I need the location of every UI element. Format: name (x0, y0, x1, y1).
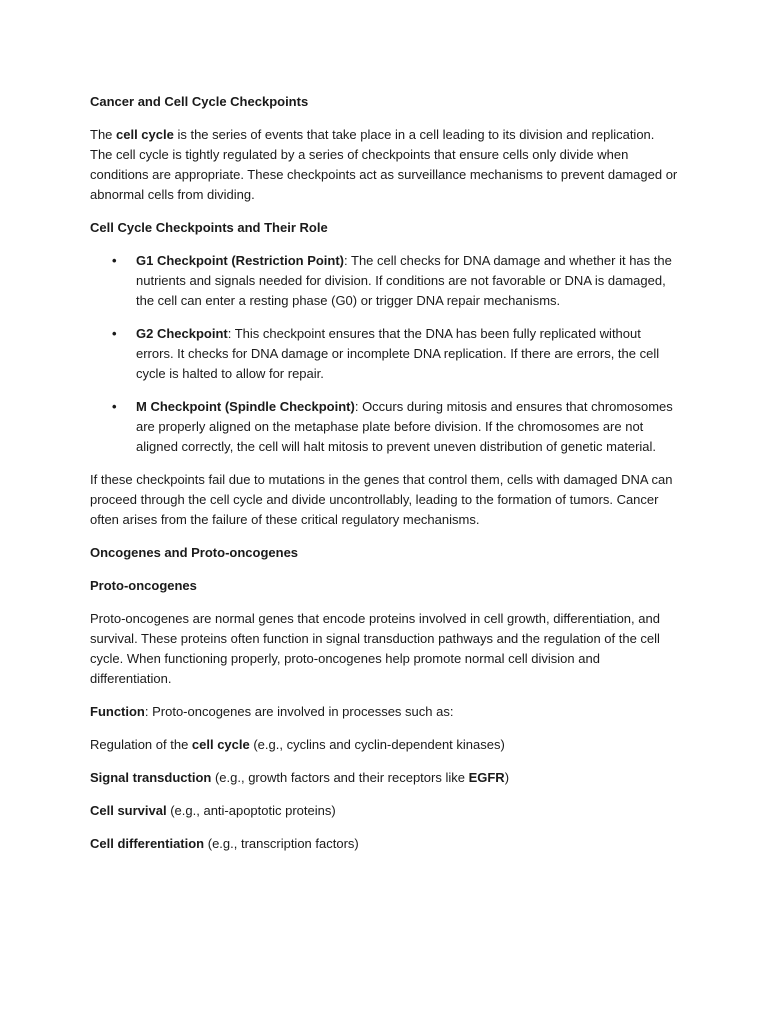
cell-differentiation-line: Cell differentiation (e.g., transcription factors) (90, 836, 359, 851)
checkpoint-name: G2 Checkpoint (136, 326, 228, 341)
list-item (90, 397, 680, 457)
cell-survival-line: Cell survival (e.g., anti-apoptotic proteins) (90, 803, 336, 818)
checkpoint-name: M Checkpoint (Spindle Checkpoint) (136, 399, 355, 414)
intro-paragraph: The cell cycle is the series of events that take place in a cell leading to its division and replication. The cell cycle is tightly regulated by a series of checkpoints that ensure cells only divide when conditions are appropriate. These checkpoints act as surveillance mechanisms to prevent damaged or abnormal cells from dividing. (90, 127, 678, 202)
failure-paragraph: If these checkpoints fail due to mutations in the genes that control them, cells with damaged DNA can proceed through the cell cycle and divide uncontrollably, leading to the formation of tumors. Cancer often arises from the failure of these critical regulatory mechanisms. (90, 472, 673, 527)
list-item (90, 251, 680, 311)
checkpoint-text: : Occurs during mitosis and ensures that chromosomes are properly aligned on the metaphase plate before division. If the chromosomes are not aligned correctly, the cell will halt mitosis to prevent uneven distribution of genetic material. (136, 399, 673, 454)
document-page (90, 92, 680, 867)
signal-transduction-line: Signal transduction (e.g., growth factors and their receptors like EGFR) (90, 770, 510, 785)
bullet-icon: • (112, 399, 117, 414)
checkpoints-heading: Cell Cycle Checkpoints and Their Role (90, 220, 328, 235)
checkpoint-text: : The cell checks for DNA damage and whether it has the nutrients and signals needed for division. If conditions are not favorable or DNA is damaged, the cell can enter a resting phase (G0) or trigger DNA repair mechanisms. (136, 253, 672, 308)
oncogenes-heading: Oncogenes and Proto-oncogenes (90, 545, 299, 560)
regulation-line: Regulation of the cell cycle (e.g., cyclins and cyclin-dependent kinases) (90, 737, 505, 752)
checkpoint-name: G1 Checkpoint (Restriction Point) (136, 253, 345, 268)
proto-oncogenes-heading: Proto-oncogenes (90, 578, 197, 593)
proto-oncogenes-paragraph: Proto-oncogenes are normal genes that encode proteins involved in cell growth, differentiation, and survival. These proteins often function in signal transduction pathways and the regulation of the cell cycle. When functioning properly, proto-oncogenes help promote normal cell division and differentiation. (90, 611, 660, 686)
checkpoint-list (90, 251, 680, 457)
bullet-icon: • (112, 253, 117, 268)
cell-cycle-term: cell cycle (116, 127, 174, 142)
checkpoint-text: : This checkpoint ensures that the DNA has been fully replicated without errors. It checks for DNA damage or incomplete DNA replication. If there are errors, the cell cycle is halted to allow for repair. (136, 326, 660, 381)
list-item (90, 324, 680, 384)
document-title: Cancer and Cell Cycle Checkpoints (90, 94, 309, 109)
function-line: Function: Proto-oncogenes are involved in processes such as: (90, 704, 454, 719)
bullet-icon: • (112, 326, 117, 341)
